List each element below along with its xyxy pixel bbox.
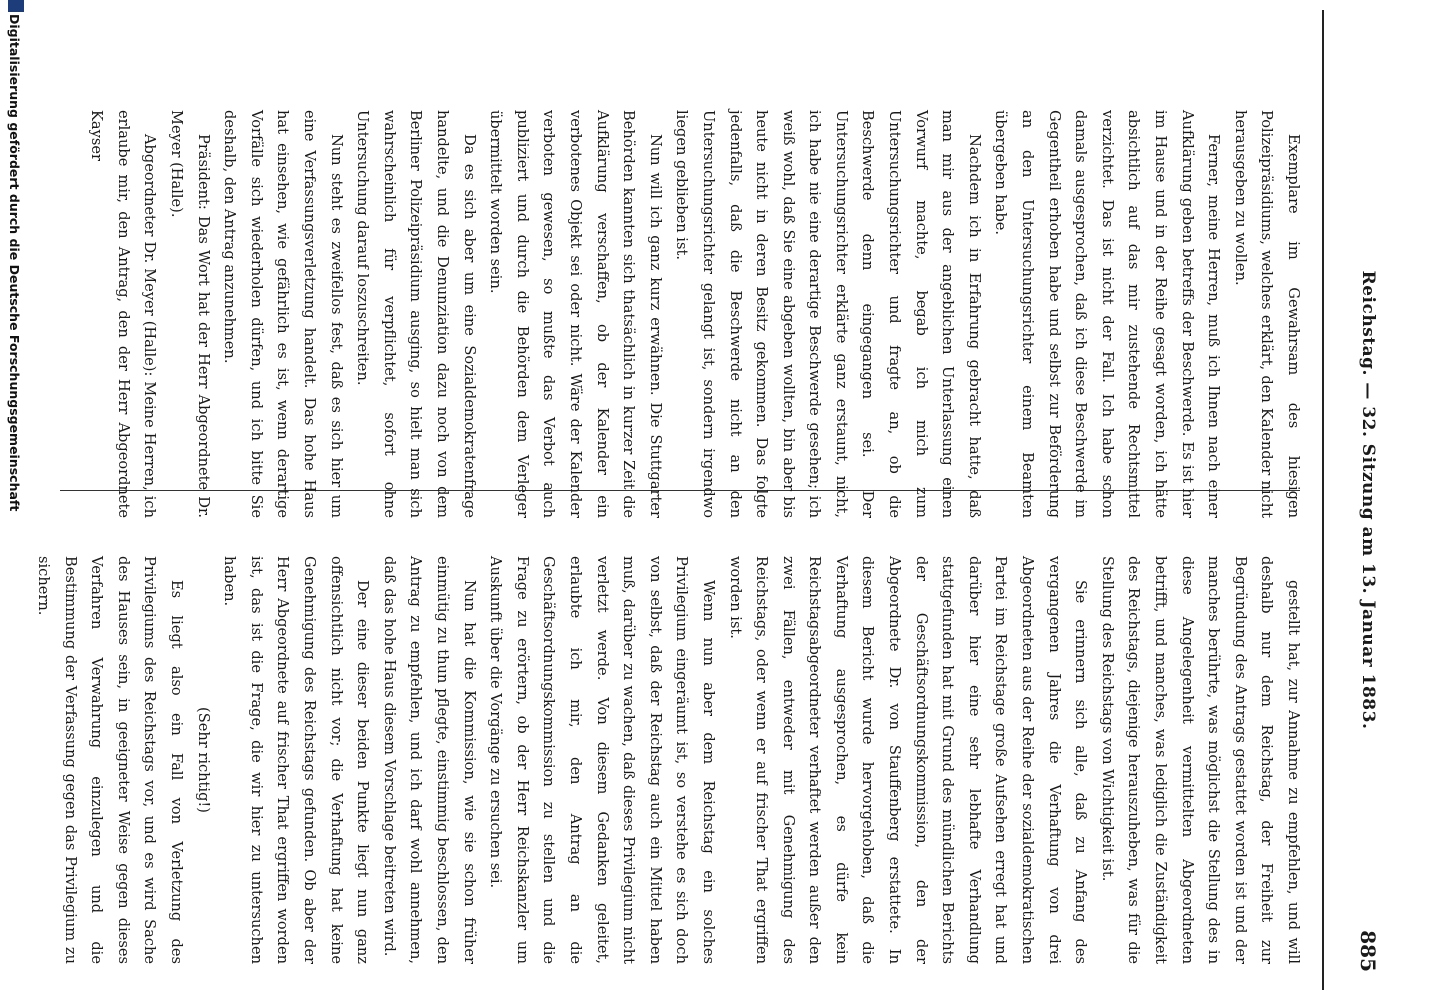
paragraph: Nun steht es zweifellos fest, daß es sich hier um eine Verfassungsverletzung handelt. Das hohe Haus hat einsehen, wie gefährlich es ist, wenn derartige Vorfälle sich wiederholen dürfen, und ich bitte Sie deshalb, den Antrag anzunehmen.	[221, 110, 345, 518]
text-column-right	[76, 110, 1306, 518]
paragraph: Ferner, meine Herren, muß ich Ihnen nach einer Aufklärung geben betreffs der Beschwerde. Es ist hier im Hause und in der Reihe gesagt worden, ich hätte absichtlich auf das mir zustehende Rechtsmittel verzichtet. Das ist nicht der Fall. Ich habe schon damals ausgesprochen, daß ich diese Beschwerde im Gegentheil erhoben habe und selbst zur Beförderung an den Untersuchungsrichter einem Beamten übergeben habe.	[992, 110, 1223, 518]
paragraph: gestellt hat, zur Annahme zu empfehlen, und will deshalb nur dem Reichstag, der Freiheit zur Begründung des Antrags gestattet worden ist und der manches berührte, was möglichst die Stellung des in diese Angelegenheit vermittelten Abgeordneten betrifft, und manches, was lediglich die Zuständigkeit des Reichstags, diejenige herauszuheben, was für die Stellung des Reichstags von Wichtigkeit ist.	[1098, 556, 1302, 964]
header-rule	[1322, 10, 1324, 990]
paragraph: Nun hat die Kommission, wie sie schon früher einmütig zu thun pflegte, einstimmig beschlossen, den Antrag zu empfehlen, und ich darf wohl annehmen, daß das hohe Haus diesem Vorschlage beitreten wird.	[380, 556, 478, 964]
paragraph: Sie erinnern sich alle, daß zu Anfang des vergangenen Jahres die Verhaftung von drei Abgeordneten aus der Reihe der sozialdemokratischen Partei im Reichstage große Aufsehen erregt hat und darüber hier eine sehr lebhafte Verhandlung stattgefunden hat mit Grund des mündlichen Berichts der Geschäftsordnungskommission, den der Abgeordnete Dr. von Stauffenberg erstattete. In diesem Bericht wurde hervorgehoben, daß die Verhaftung ausgesprochen, es dürfe kein Reichstagsabgeordneter verhaftet werden außer den zwei Fällen, entweder mit Genehmigung des Reichstags, oder wenn er auf frischer That ergriffen worden ist.	[726, 556, 1090, 964]
page-number: 885	[1356, 930, 1380, 972]
digitization-note: Digitalisierung gefördert durch die Deutsche Forschungsgemeinschaft	[7, 14, 22, 512]
dfg-logo-icon	[8, 0, 24, 12]
paragraph: Wenn nun aber dem Reichstag ein solches Privilegium eingeräumt ist, so verstehe es sich doch von selbst, daß der Reichstag auch ein Mittel haben muß, darüber zu wachen, daß dieses Privilegium nicht verletzt werde. Von diesem Gedanken geleitet, erlaubte ich mir, den Antrag an die Geschäftsordnungskommission zu stellen und die Frage zu erörtern, ob der Herr Reichskanzler um Auskunft über die Vorgänge zu ersuchen sei.	[487, 556, 717, 964]
page-title: Reichstag. — 32. Sitzung am 13. Januar 1883.	[1358, 270, 1378, 730]
paragraph: Nun will ich ganz kurz erwähnen. Die Stuttgarter Behörden kannten sich thatsächlich in kurzer Zeit die Aufklärung verschaffen, ob der Kalender ein verbotenes Objekt sei oder nicht. Wäre der Kalender verboten gewesen, so mußte das Verbot auch publiziert und durch die Behörden dem Verleger übermittelt worden sein.	[487, 110, 664, 518]
paragraph: Abgeordneter Dr. Meyer (Halle): Meine Herren, ich erlaube mir, den Antrag, den der Herr Abgeordnete Kayser	[88, 110, 159, 518]
paragraph: Es liegt also ein Fall von Verletzung des Privilegiums des Reichstags vor, und es wird Sache des Hauses sein, in geeigneter Weise gegen dieses Verfahren Verwahrung einzulegen und die Bestimmung der Verfassung gegen das Privilegium zu sichern.	[35, 556, 186, 964]
paragraph: Präsident: Das Wort hat der Herr Abgeordnete Dr. Meyer (Halle).	[168, 110, 212, 518]
paragraph: Nachdem ich in Erfahrung gebracht hatte, daß man mir aus der angeblichen Unterlassung einen Vorwurf machte, begab ich mich zum Untersuchungsrichter und fragte an, ob die Beschwerde denn eingegangen sei. Der Untersuchungsrichter erklärte ganz erstaunt, nicht, ich habe nie eine derartige Beschwerde gesehen; ich weiß wohl, daß Sie eine abgeben wollten, bin aber bis heute nicht in deren Besitz gekommen. Das folgte jedenfalls, daß die Beschwerde nicht an den Untersuchungsrichter gelangt ist, sondern irgendwo liegen geblieben ist.	[673, 110, 983, 518]
text-column-left	[35, 556, 1306, 964]
digitization-footer	[0, 0, 28, 1000]
paragraph: (Sehr richtig!)	[194, 707, 212, 813]
paragraph: Der eine dieser beiden Punkte liegt nun ganz offensichtlich nicht vor; die Verhaftung hat keine Genehmigung des Reichstags gefunden. Ob aber der Herr Abgeordnete auf frischer That ergriffen worden ist, das ist die Frage, die wir hier zu untersuchen haben.	[221, 556, 372, 964]
page-header	[1344, 20, 1384, 980]
paragraph: Da es sich aber um eine Sozialdemokratenfrage handelte, und die Denunziation dazu noch von dem Berliner Polizeipräsidium ausging, so hielt man sich wahrscheinlich für verpflichtet, sofort ohne Untersuchung darauf loszuschreiten.	[354, 110, 478, 518]
paragraph: Exemplare im Gewahrsam des hiesigen Polizeipräsidiums, welches erklärt, den Kalender nicht herausgeben zu wollen.	[1231, 110, 1302, 518]
